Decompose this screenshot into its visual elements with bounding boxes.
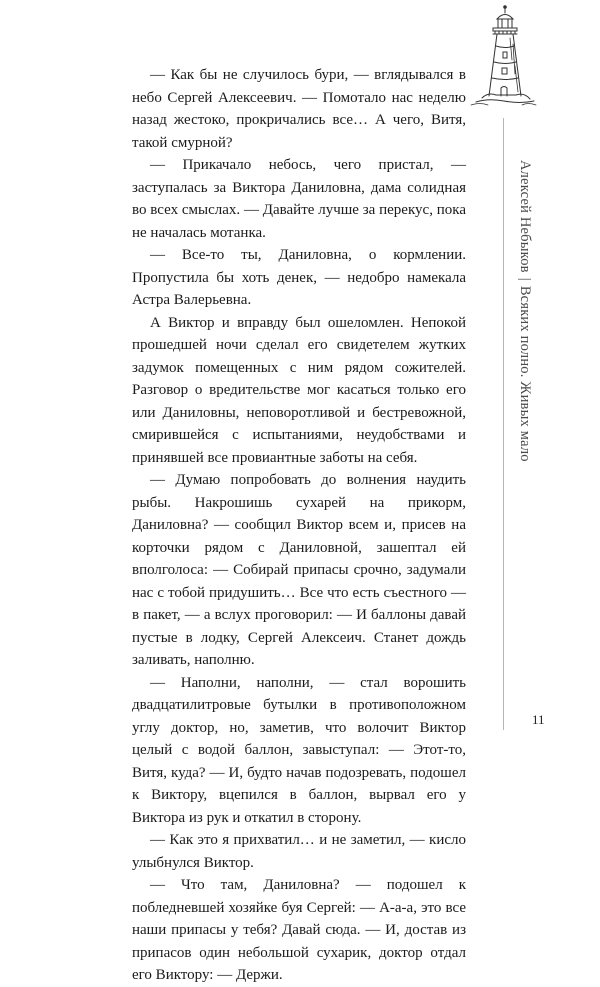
page-number: 11 — [532, 712, 545, 727]
paragraph: — Как бы не случилось бури, — вглядывался в небо Сергей Алексеевич. — Помотало нас неделю назад жестоко, прокричались все… А чего, Витя, такой смурной? — [132, 67, 466, 151]
running-head — [516, 160, 533, 462]
side-rule — [503, 118, 504, 730]
author-name: Алексей Небыков — [517, 160, 533, 273]
paragraph: — Думаю попробовать до волнения наудить рыбы. Накрошишь сухарей на прикорм, Даниловна? — сообщил Виктор всем и, присев на корточки рядом с Даниловной, зашептал ей вполголоса: — Собирай припасы срочно, задумали нас с тобой придушить… Все что есть съестного — в пакет, — а вслух проговорил: — И баллоны давай пустые в лодку, Сергей Алексеич. Станет дождь заливать, наполню. — [132, 472, 466, 668]
lighthouse-illustration — [468, 4, 538, 108]
paragraph: — Наполни, наполни, — стал ворошить двадцатилитровые бутылки в противоположном углу доктор, но, заметив, что волочит Виктор целый с водой баллон, завыступал: — Этот-то, Витя, куда? — И, будто начав подозревать, подошел к Виктору, вцепился в баллон, вырвал его у Виктора из рук и откатил в сторону. — [132, 674, 466, 826]
paragraph: — Все-то ты, Даниловна, о кормлении. Пропустила бы хоть денек, — недобро намекала Астра Валерьевна. — [132, 247, 466, 308]
paragraph: — Что там, Даниловна? — подошел к побледневшей хозяйке буя Сергей: — А-а-а, это все наши припасы у тебя? Давай сюда. — И, достав из припасов один небольшой сухарик, доктор отдал его Виктору: — Держи. — [132, 877, 466, 983]
paragraph: — Как это я прихватил… и не заметил, — кисло улыбнулся Виктор. — [132, 832, 466, 871]
body-text — [132, 64, 466, 987]
paragraph: А Виктор и вправду был ошеломлен. Непокой прошедшей ночи сделал его свидетелем жутких задумок помещенных с ним рядом сожителей. Разговор о вредительстве мог касаться только его или Даниловны, неповоротливой и бестревожной, смирившейся с испытаниями, неудобствами и принявшей все провиантные заботы на себя. — [132, 314, 466, 466]
paragraph: — Прикачало небось, чего пристал, — заступалась за Виктора Даниловна, дама солидная во всех смыслах. — Давайте лучше за перекус, пока не началась мотанка. — [132, 157, 466, 241]
book-title: Всяких полно. Живых мало — [517, 285, 533, 462]
header-separator: | — [517, 277, 533, 281]
